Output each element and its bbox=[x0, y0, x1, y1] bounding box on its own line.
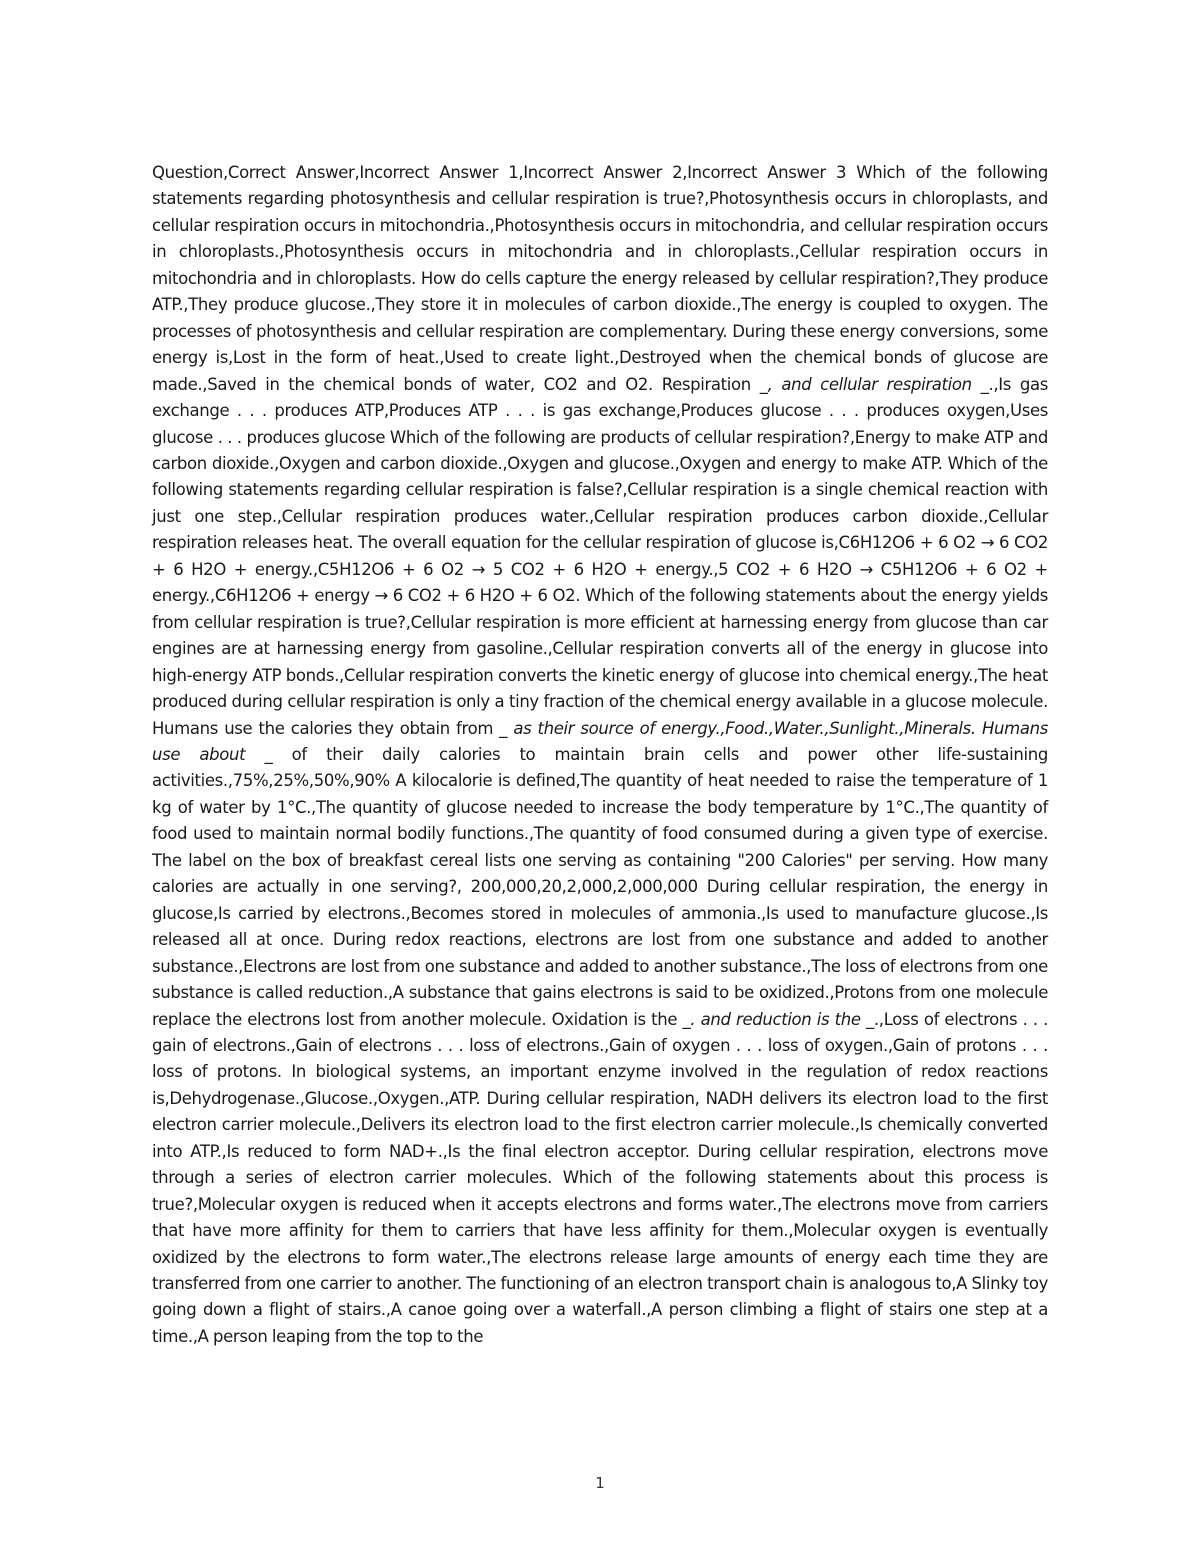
text-segment-1: Question,Correct Answer,Incorrect Answer 1,Incorrect Answer 2,Incorrect Answer 3 Which of the following statements regarding photosynthesis and cellular respiration is true?,Photosynthesis occurs in chloroplasts, and cellular respiration occurs in mitochondria.,Photosynthesis occurs in mitochondria, and cellular respiration occurs in chloroplasts.,Photosynthesis occurs in mitochondria and in chloroplasts.,Cellular respiration occurs in mitochondria and in chloroplasts. How do cells capture the energy released by cellular respiration?,They produce ATP.,They produce glucose.,They store it in molecules of carbon dioxide.,The energy is coupled to oxygen. The processes of photosynthesis and cellular respiration are complementary. During these energy conversions, some energy is,Lost in the form of heat.,Used to create light.,Destroyed when the chemical bonds of glucose are made.,Saved in the chemical bonds of water, CO2 and O2. Respiration _ bbox=[152, 163, 1048, 394]
text-segment-7: _.,Loss of electrons . . . gain of electrons.,Gain of electrons . . . loss of electrons.,Gain of oxygen . . . loss of oxygen.,Gain of protons . . . loss of protons. In biological systems, an important enzyme involved in the regulation of redox reactions is,Dehydrogenase.,Glucose.,Oxygen.,ATP. During cellular respiration, NADH delivers its electron load to the first electron carrier molecule.,Delivers its electron load to the first electron carrier molecule.,Is chemically converted into ATP.,Is reduced to form NAD+.,Is the final electron acceptor. During cellular respiration, electrons move through a series of electron carrier molecules. Which of the following statements about this process is true?,Molecular oxygen is reduced when it accepts electrons and forms water.,The electrons move from carriers that have more affinity for them to carriers that have less affinity for them.,Molecular oxygen is eventually oxidized by the electrons to form water.,The electrons release large amounts of energy each time they are transferred from one carrier to another. The functioning of an electron transport chain is analogous to,A Slinky toy going down a flight of stairs.,A canoe going over a waterfall.,A person climbing a flight of stairs one step at a time.,A person leaping from the top to the bbox=[152, 1009, 1048, 1346]
text-segment-3: _.,Is gas exchange . . . produces ATP,Produces ATP . . . is gas exchange,Produces glucose . . . produces oxygen,Uses glucose . . . produces glucose Which of the following are products of cellular respiration?,Energy to make ATP and carbon dioxide.,Oxygen and carbon dioxide.,Oxygen and glucose.,Oxygen and energy to make ATP. Which of the following statements regarding cellular respiration is false?,Cellular respiration is a single chemical reaction with just one step.,Cellular respiration produces water.,Cellular respiration produces carbon dioxide.,Cellular respiration releases heat. The overall equation for the cellular respiration of glucose is,C6H12O6 + 6 O2 → 6 CO2 + 6 H2O + energy.,C5H12O6 + 6 O2 → 5 CO2 + 6 H2O + energy.,5 CO2 + 6 H2O → C5H12O6 + 6 O2 + energy.,C6H12O6 + energy → 6 CO2 + 6 H2O + 6 O2. Which of the following statements about the energy yields from cellular respiration is true?,Cellular respiration is more efficient at harnessing energy from glucose than car engines are at harnessing energy from gasoline.,Cellular respiration converts all of the energy in glucose into high-energy ATP bonds.,Cellular respiration converts the kinetic energy of glucose into chemical energy.,The heat produced during cellular respiration is only a tiny fraction of the chemical energy available in a glucose molecule. Humans use the calories they obtain from _ bbox=[152, 374, 1048, 738]
body-text bbox=[152, 160, 1048, 1350]
text-segment-2-italic: , and cellular respiration bbox=[767, 374, 981, 394]
page-number: 1 bbox=[595, 1474, 605, 1492]
text-segment-4-italic: as their source of energy.,Food.,Water.,Sunlight.,Minerals. Humans use about bbox=[152, 718, 1048, 764]
text-segment-6-italic: . and reduction is the bbox=[690, 1009, 866, 1029]
text-segment-5: _ of their daily calories to maintain brain cells and power other life-sustaining activities.,75%,25%,50%,90% A kilocalorie is defined,The quantity of heat needed to raise the temperature of 1 kg of water by 1°C.,The quantity of glucose needed to increase the body temperature by 1°C.,The quantity of food used to maintain normal bodily functions.,The quantity of food consumed during a given type of exercise. The label on the box of breakfast cereal lists one serving as containing "200 Calories" per serving. How many calories are actually in one serving?, 200,000,20,2,000,2,000,000 During cellular respiration, the energy in glucose,Is carried by electrons.,Becomes stored in molecules of ammonia.,Is used to manufacture glucose.,Is released all at once. During redox reactions, electrons are lost from one substance and added to another substance.,Electrons are lost from one substance and added to another substance.,The loss of electrons from one substance is called reduction.,A substance that gains electrons is said to be oxidized.,Protons from one molecule replace the electrons lost from another molecule. Oxidation is the _ bbox=[152, 744, 1048, 1029]
